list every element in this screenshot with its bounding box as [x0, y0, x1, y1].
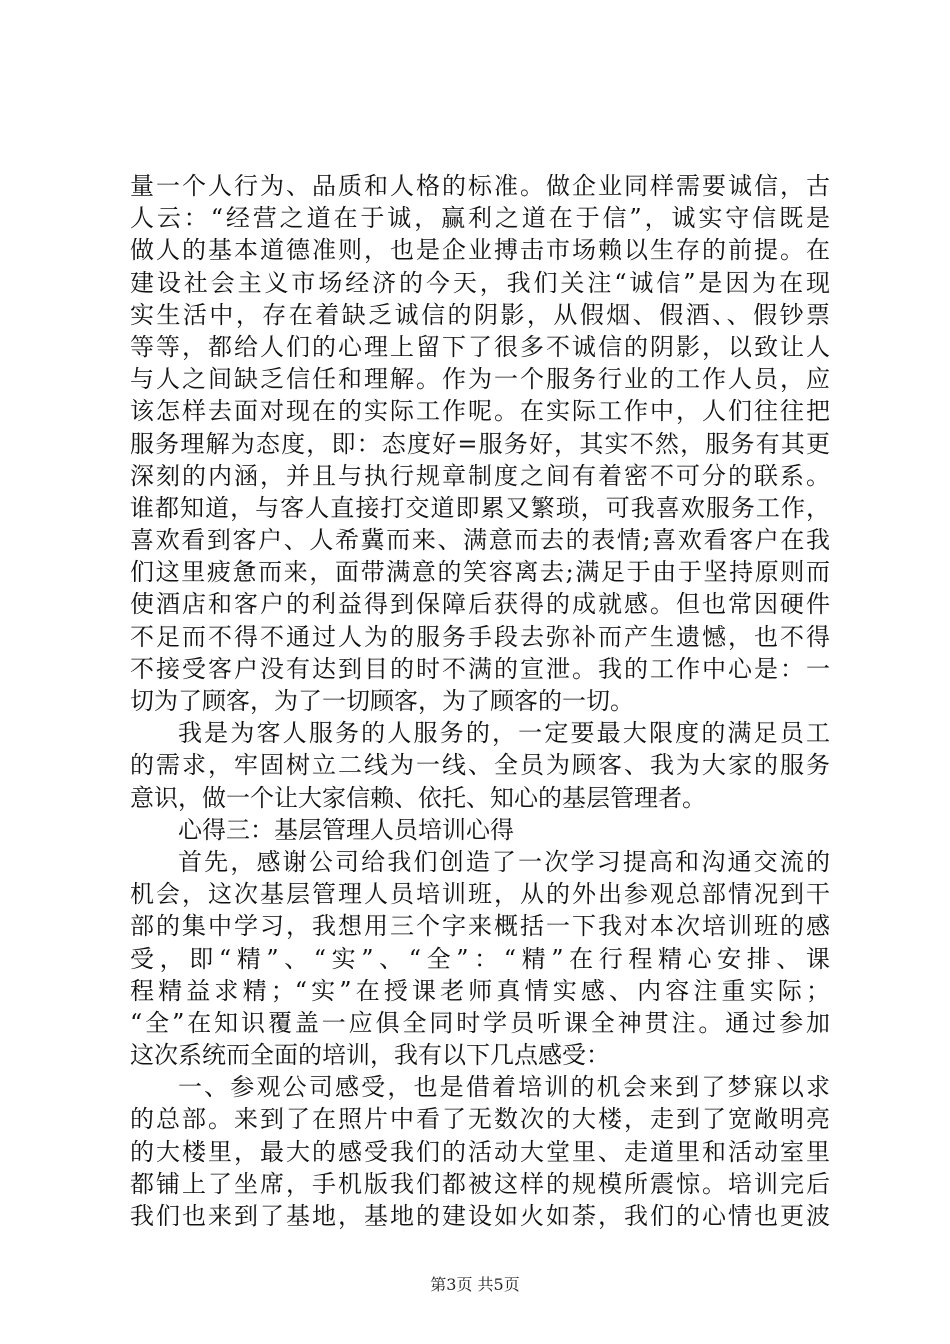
text-line: 我们也来到了基地，基地的建设如火如荼，我们的心情也更波: [130, 1202, 830, 1230]
text-line: 部的集中学习，我想用三个字来概括一下我对本次培训班的感: [130, 912, 830, 941]
text-line: 做人的基本道德准则，也是企业搏击市场赖以生存的前提。在: [130, 236, 830, 265]
text-line: 们这里疲惫而来，面带满意的笑容离去;满足于由于坚持原则而: [130, 558, 830, 587]
text-line: 等等，都给人们的心理上留下了很多不诚信的阴影，以致让人: [130, 332, 830, 361]
text-line: 建设社会主义市场经济的今天，我们关注“诚信”是因为在现: [130, 268, 830, 297]
page-footer: 第3页 共5页: [430, 1275, 520, 1294]
text-line: 与人之间缺乏信任和理解。作为一个服务行业的工作人员，应: [130, 365, 830, 394]
text-line: 我是为客人服务的人服务的，一定要最大限度的满足员工: [178, 719, 830, 748]
text-line: 一、参观公司感受，也是借着培训的机会来到了梦寐以求: [178, 1073, 830, 1102]
text-line: 服务理解为态度，即：态度好=服务好，其实不然，服务有其更: [130, 429, 830, 458]
text-line: 意识，做一个让大家信赖、依托、知心的基层管理者。: [130, 783, 706, 812]
text-line: 这次系统而全面的培训，我有以下几点感受：: [130, 1041, 610, 1070]
text-line: 喜欢看到客户、人希冀而来、满意而去的表情;喜欢看客户在我: [130, 526, 830, 555]
text-line: 切为了顾客，为了一切顾客，为了顾客的一切。: [130, 687, 634, 715]
text-line: 都铺上了坐席，手机版我们都被这样的规模所震惊。培训完后: [130, 1169, 830, 1198]
text-line: 人云：“经营之道在于诚，赢利之道在于信”，诚实守信既是: [130, 204, 830, 233]
text-line: 谁都知道，与客人直接打交道即累又繁琐，可我喜欢服务工作，: [130, 493, 830, 522]
text-line: 受，即“精”、“实”、“全”：“精”在行程精心安排、课: [130, 944, 830, 973]
text-line: 量一个人行为、品质和人格的标准。做企业同样需要诚信，古: [130, 172, 830, 200]
text-line: 不足而不得不通过人为的服务手段去弥补而产生遗憾，也不得: [130, 622, 830, 651]
document-body: [130, 170, 830, 1232]
text-line: 心得三：基层管理人员培训心得: [178, 815, 514, 844]
text-line: “全”在知识覆盖一应俱全同时学员听课全神贯注。通过参加: [130, 1008, 830, 1037]
text-line: 程精益求精；“实”在授课老师真情实感、内容注重实际；: [130, 976, 830, 1005]
text-line: 的总部。来到了在照片中看了无数次的大楼，走到了宽敞明亮: [130, 1105, 830, 1134]
text-line: 的需求，牢固树立二线为一线、全员为顾客、我为大家的服务: [130, 751, 830, 780]
text-line: 实生活中，存在着缺乏诚信的阴影，从假烟、假酒、、假钞票: [130, 300, 830, 329]
text-line: 的大楼里，最大的感受我们的活动大堂里、走道里和活动室里: [130, 1137, 830, 1166]
text-line: 首先，感谢公司给我们创造了一次学习提高和沟通交流的: [178, 847, 830, 876]
text-line: 深刻的内涵，并且与执行规章制度之间有着密不可分的联系。: [130, 461, 830, 490]
text-line: 不接受客户没有达到目的时不满的宣泄。我的工作中心是：一: [130, 654, 830, 683]
text-line: 该怎样去面对现在的实际工作呢。在实际工作中，人们往往把: [130, 397, 830, 426]
text-line: 机会，这次基层管理人员培训班，从的外出参观总部情况到干: [130, 880, 830, 909]
text-line: 使酒店和客户的利益得到保障后获得的成就感。但也常因硬件: [130, 590, 830, 619]
